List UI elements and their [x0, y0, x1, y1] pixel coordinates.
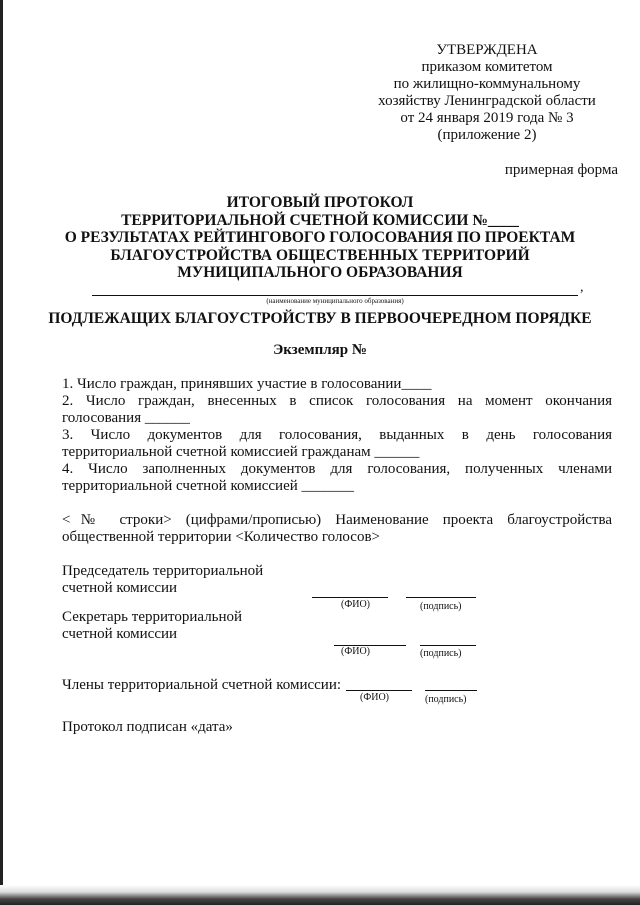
title-line: ТЕРРИТОРИАЛЬНОЙ СЧЕТНОЙ КОМИССИИ №____ [121, 211, 519, 229]
chairman-fio-blank[interactable] [312, 597, 388, 598]
row-template: <№ строки> (цифрами/прописью) Наименование проекта благоустройства общественной территории <Количество голосов> [62, 512, 612, 545]
list-item: 4. Число заполненных документов для голосования, полученных членами территориальной счетной комиссией _______ [62, 461, 612, 494]
approval-line: (приложение 2) [437, 127, 537, 143]
document-subtitle: ПОДЛЕЖАЩИХ БЛАГОУСТРОЙСТВУ В ПЕРВООЧЕРЕДНОМ ПОРЯДКЕ [48, 310, 592, 327]
list-item: 2. Число граждан, внесенных в список голосования на момент окончания голосования ______ [62, 393, 612, 426]
title-line: О РЕЗУЛЬТАТАХ РЕЙТИНГОВОГО ГОЛОСОВАНИЯ ПО ПРОЕКТАМ [64, 229, 576, 246]
municipal-comma: , [580, 280, 584, 295]
signature-caption: (подпись) [420, 601, 462, 612]
fio-caption: (ФИО) [341, 599, 371, 610]
municipal-caption: (наименование муниципального образования) [266, 297, 404, 305]
secretary-label: Секретарь территориальной [62, 609, 243, 625]
copy-number: Экземпляр № [273, 342, 367, 358]
secretary-block [62, 609, 242, 643]
approval-block [372, 42, 602, 144]
fio-caption: (ФИО) [360, 692, 390, 703]
list-item: 3. Число документов для голосования, выданных в день голосования территориальной счетной комиссией гражданам ______ [62, 427, 612, 460]
fio-caption: (ФИО) [341, 646, 371, 657]
secretary-label: счетной комиссии [62, 626, 178, 642]
members-label: Члены территориальной счетной комиссии: [62, 677, 342, 693]
approval-line: приказом комитетом [421, 59, 553, 75]
scan-bottom-edge [0, 885, 640, 905]
list-item: 1. Число граждан, принявших участие в голосовании____ [62, 376, 432, 392]
municipal-name-blank[interactable] [92, 285, 578, 296]
chairman-signature-blank[interactable] [406, 597, 476, 598]
members-signature-blank[interactable] [425, 690, 477, 691]
chairman-label: Председатель территориальной [62, 563, 264, 579]
scan-left-edge [0, 0, 3, 905]
chairman-label: счетной комиссии [62, 580, 178, 596]
chairman-block [62, 563, 263, 597]
protocol-signed-date: Протокол подписан «дата» [62, 719, 233, 735]
document-title [40, 194, 600, 282]
signature-caption: (подпись) [425, 694, 467, 705]
title-line: ИТОГОВЫЙ ПРОТОКОЛ [226, 194, 414, 211]
approval-line: УТВЕРЖДЕНА [436, 42, 538, 58]
signature-caption: (подпись) [420, 648, 462, 659]
items-list [62, 376, 612, 495]
members-fio-blank[interactable] [346, 690, 412, 691]
title-line: БЛАГОУСТРОЙСТВА ОБЩЕСТВЕННЫХ ТЕРРИТОРИЙ [110, 246, 530, 264]
approval-line: по жилищно-коммунальному [393, 76, 581, 92]
secretary-signature-blank[interactable] [420, 645, 476, 646]
title-line: МУНИЦИПАЛЬНОГО ОБРАЗОВАНИЯ [177, 264, 463, 281]
sample-form-label: примерная форма [504, 162, 618, 178]
approval-line: хозяйству Ленинградской области [378, 93, 596, 109]
approval-line: от 24 января 2019 года № 3 [400, 110, 574, 126]
